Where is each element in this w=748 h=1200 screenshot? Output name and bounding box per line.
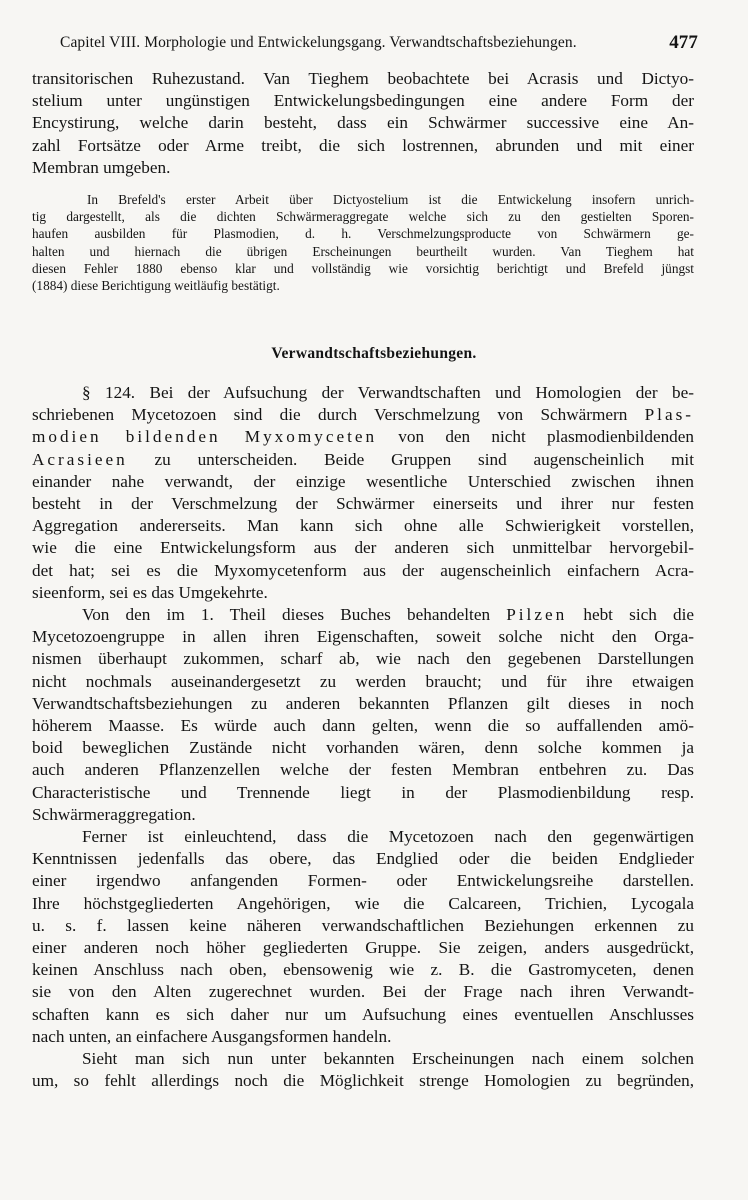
paragraph-section-124 [32, 382, 694, 1093]
text-line: schaften kann es sich daher nur um Aufsuchung eines eventuellen Anschlusses [32, 1004, 694, 1024]
text-line: u. s. f. lassen keine näheren verwandschaftlichen Beziehungen erkennen zu [32, 915, 694, 935]
text-line: § 124. Bei der Aufsuchung der Verwandtschaften und Homologien der be- [82, 383, 694, 402]
text-fragment: zu unterscheiden. Beide Gruppen sind augenscheinlich mit [127, 449, 694, 469]
text-line: Membran umgeben. [32, 157, 171, 177]
text-line: um, so fehlt allerdings noch die Möglichkeit strenge Homologien zu begründen, [32, 1071, 694, 1091]
text-line: stelium unter ungünstigen Entwickelungsbedingungen eine andere Form der [32, 91, 694, 111]
text-line: sie von den Alten zugerechnet wurden. Bei der Frage nach ihren Verwandt- [32, 982, 694, 1002]
note-line: In Brefeld's erster Arbeit über Dictyostelium ist die Entwickelung insofern unrich- [87, 192, 694, 207]
text-line: Sieht man sich nun unter bekannten Erscheinungen nach einem solchen [82, 1049, 694, 1069]
text-line: Ihre höchstgegliederten Angehörigen, wie die Calcareen, Trichien, Lycogala [32, 893, 694, 913]
chapter-title: Capitel VIII. Morphologie und Entwickelungsgang. Verwandtschaftsbeziehungen. [60, 34, 577, 51]
text-line: sieenform, sei es das Umgekehrte. [32, 582, 268, 602]
note-line: halten und hiernach die übrigen Erscheinungen beurtheilt wurden. Van Tieghem hat [32, 243, 694, 259]
running-header [60, 32, 698, 58]
text-line: keinen Anschluss nach oben, ebensowenig wie z. B. die Gastromyceten, denen [32, 960, 694, 980]
text-line: transitorischen Ruhezustand. Van Tieghem beobachtete bei Acrasis und Dictyo- [32, 69, 694, 88]
section-heading: Verwandtschaftsbeziehungen. [271, 345, 477, 362]
note-line: tig dargestellt, als die dichten Schwärmeraggregate welche sich zu den gestielten Sporen- [32, 209, 694, 225]
text-fragment: von den nicht plasmodienbildenden [377, 427, 694, 447]
text-fragment: Von den im 1. Theil dieses Buches behandelten [82, 605, 507, 625]
note-line: diesen Fehler 1880 ebenso klar und vollständig wie vorsichtig berichtigt und Brefeld jüngst [32, 260, 694, 276]
spaced-term: Plas- [644, 405, 694, 425]
note-line: haufen ausbilden für Plasmodien, d. h. Verschmelzungsproducte von Schwärmern ge- [32, 226, 694, 242]
text-line: einander nahe verwandt, der einzige wesentliche Unterschied zwischen ihnen [32, 471, 694, 491]
text-line: Encystirung, welche darin besteht, dass ein Schwärmer successive eine An- [32, 113, 694, 133]
text-line: Schwärmeraggregation. [32, 804, 196, 824]
text-line: Mycetozoengruppe in allen ihren Eigenschaften, soweit solche nicht den Orga- [32, 627, 694, 647]
text-fragment: hebt sich die [567, 605, 694, 625]
text-line: nach unten, an einfachere Ausgangsformen handeln. [32, 1026, 392, 1046]
text-line [32, 404, 694, 426]
spaced-term: Acrasieen [32, 449, 128, 469]
note-line: (1884) diese Berichtigung weitläufig bestätigt. [32, 278, 280, 294]
text-line: Ferner ist einleuchtend, dass die Mycetozoen nach den gegenwärtigen [82, 827, 694, 847]
text-line: auch anderen Pflanzenzellen welche der festen Membran entbehren zu. Das [32, 760, 694, 780]
text-line: nismen überhaupt zukommen, scharf ab, wie nach den gegebenen Darstellungen [32, 649, 694, 669]
text-line: einer anderen noch höher gegliederten Gruppe. Sie zeigen, anders ausgedrückt, [32, 938, 694, 958]
text-line: zahl Fortsätze oder Arme treibt, die sich lostrennen, abrunden und mit einer [32, 135, 694, 155]
text-line: det hat; sei es die Myxomycetenform aus der augenscheinlich einfachern Acra- [32, 560, 694, 580]
text-line [32, 604, 694, 626]
text-line: boid beweglichen Zustände nicht vorhanden wären, denn solche kommen ja [32, 738, 694, 758]
text-line: Verwandtschaftsbeziehungen zu anderen bekannten Pflanzen gilt dieses in noch [32, 693, 694, 713]
text-line: Aggregation andererseits. Man kann sich ohne alle Schwierigkeit vorstellen, [32, 516, 694, 536]
text-line: wie die eine Entwickelungsform aus der anderen sich unmittelbar hervorgebil- [32, 538, 694, 558]
text-line: höherem Maasse. Es würde auch dann gelten, wenn die so auffallenden amö- [32, 716, 694, 736]
page-number: 477 [669, 32, 698, 53]
text-line [32, 426, 694, 448]
text-line: besteht in der Verschmelzung der Schwärmer einerseits und ihrer nur festen [32, 494, 694, 514]
text-line [32, 449, 694, 471]
spaced-term: modien bildenden Myxomyceten [32, 427, 378, 447]
spaced-term: Pilzen [506, 605, 568, 625]
text-line: Characteristische und Trennende liegt in der Plasmodienbildung resp. [32, 782, 694, 802]
text-line: nicht nochmals auseinandergesetzt zu werden braucht; und für ihre etwaigen [32, 671, 694, 691]
paragraph-top [32, 68, 694, 179]
text-line: einer irgendwo anfangenden Formen- oder Entwickelungsreihe darstellen. [32, 871, 694, 891]
note-paragraph [32, 191, 694, 294]
text-line: Kenntnissen jedenfalls das obere, das Endglied oder die beiden Endglieder [32, 849, 694, 869]
text-fragment: schriebenen Mycetozoen sind die durch Verschmelzung von Schwärmern [32, 405, 645, 425]
